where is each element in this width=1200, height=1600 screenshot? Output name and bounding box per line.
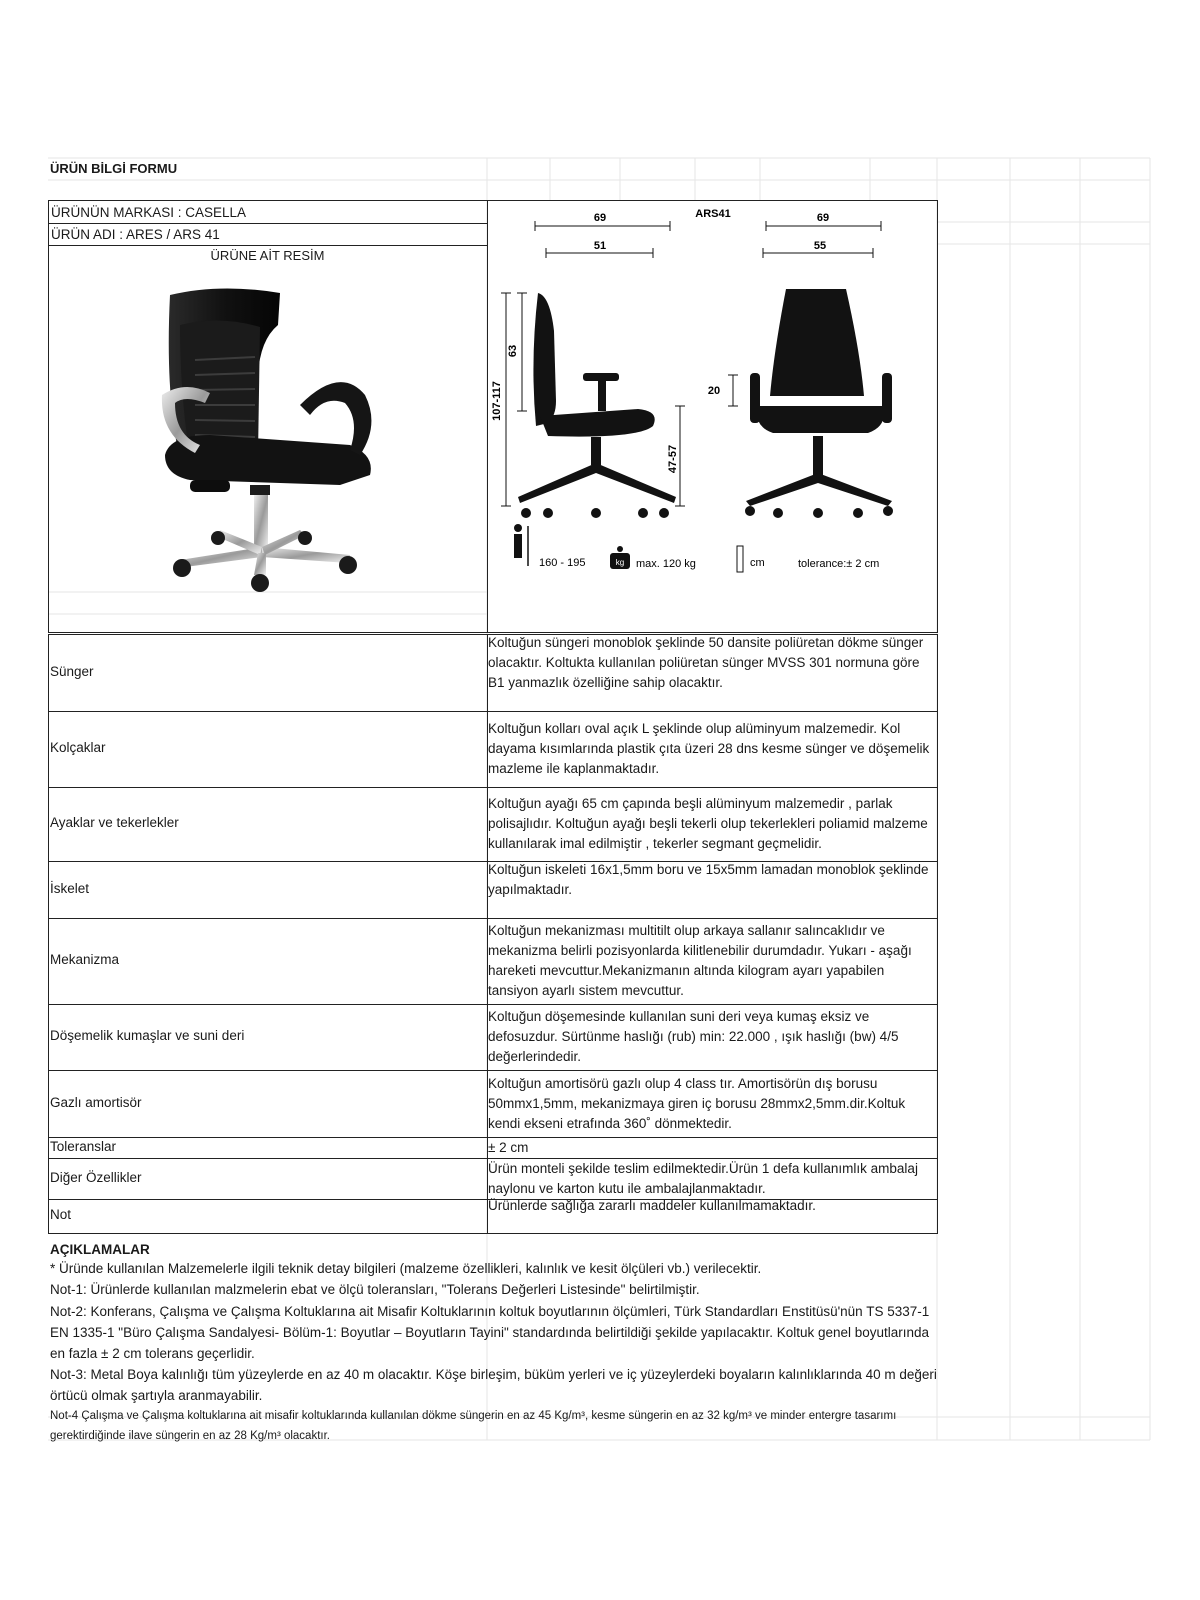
spec-label: Toleranslar bbox=[50, 1138, 117, 1154]
note-1: Not-1: Ürünlerde kullanılan malzmelerin ebat ve ölçü toleransları, "Tolerans Değerleri Listesinde" belirtilmiştir. bbox=[50, 1282, 700, 1297]
spec-label: Ayaklar ve tekerlekler bbox=[50, 815, 179, 830]
back-height: 63 bbox=[507, 344, 519, 358]
note-4: Not-4 Çalışma ve Çalışma koltuklarına ait misafir koltuklarında kullanılan dökme süngerin en az 45 Kg/m³, kesme süngerin en az 32 kg/m³ ve minder entergre tasarımı gerektirdiğinde ilave süngerin en az 28 Kg/m³ olacaktır. bbox=[50, 1410, 897, 1442]
image-caption: ÜRÜNE AİT RESİM bbox=[210, 248, 325, 263]
model-code: ARS41 bbox=[695, 208, 731, 220]
front-top-width: 69 bbox=[816, 212, 830, 224]
seat-height: 47-57 bbox=[667, 444, 679, 474]
spec-label: Mekanizma bbox=[50, 952, 120, 967]
spec-label: Kolçaklar bbox=[50, 740, 106, 755]
side-seat-width: 51 bbox=[593, 240, 607, 252]
name-row-divider bbox=[48, 245, 487, 246]
arm-height: 20 bbox=[707, 385, 721, 397]
ruler-icon bbox=[737, 546, 743, 572]
spec-label: Döşemelik kumaşlar ve suni deri bbox=[50, 1028, 245, 1043]
spec-description: Koltuğun mekanizması multitilt olup arkaya sallanır salıncaklıdır ve mekanizma belirli pozisyonlarda kilitlenebilir durumdadır. Yukarı - aşağı hareketi mevcuttur.Mekanizmanın altında kilogram ayarı yapabilen tansiyon ayarlı sistem mevcuttur. bbox=[488, 923, 912, 998]
spec-description: Koltuğun kolları oval açık L şeklinde olup alüminyum malzemedir. Kol dayama kısımlarında plastik çıta üzeri 28 dns kesme sünger ve döşemelik mazleme ile kaplanmaktadır. bbox=[488, 721, 930, 776]
spec-description: Koltuğun süngeri monoblok şeklinde 50 dansite poliüretan dökme sünger olacaktır. Koltukta kullanılan poliüretan sünger MVSS 301 normuna göre B1 yanmazlık özelliğine sahip olacaktır. bbox=[488, 634, 924, 690]
note-general: * Üründe kullanılan Malzemelerle ilgili teknik detay bilgileri (malzeme özellikleri, kalınlık ve kesit ölçüleri vb.) verilecektir. bbox=[50, 1261, 762, 1276]
spec-description: ± 2 cm bbox=[488, 1139, 529, 1155]
brand-line: ÜRÜNÜN MARKASI : CASELLA bbox=[51, 205, 247, 220]
spec-description: Koltuğun amortisörü gazlı olup 4 class tır. Amortisörün dış borusu 50mmx1,5mm, mekanizmaya giren iç borusu 28mmx2,5mm.dir.Koltuk kendi ekseni etrafında 360˚ dönmektedir. bbox=[488, 1075, 906, 1131]
spec-label: İskelet bbox=[50, 880, 90, 896]
note-3: Not-3: Metal Boya kalınlığı tüm yüzeylerde en az 40 m olacaktır. Köşe birleşim, büküm yerleri ve iç yüzeylerdeki boyaların kalınlıklarında 40 m değeri örtücü olmak şartıyla aranmayabilir. bbox=[50, 1367, 937, 1403]
dimension-drawing bbox=[488, 201, 937, 601]
person-icon bbox=[514, 524, 522, 532]
tolerance-label: tolerance:± 2 cm bbox=[798, 558, 880, 570]
max-weight: max. 120 kg bbox=[636, 558, 696, 570]
front-seat-width: 55 bbox=[813, 240, 827, 252]
spec-description: Koltuğun döşemesinde kullanılan suni deri veya kumaş eksiz ve defosuzdur. Sürtünme haslığı (rub) min: 22.000 , ışık haslığı (bw) 4/5 değerlerindedir. bbox=[488, 1009, 899, 1064]
spec-description: Ürünlerde sağlığa zararlı maddeler kullanılmamaktadır. bbox=[488, 1198, 816, 1213]
kg-badge: kg bbox=[615, 558, 625, 567]
total-height: 107-117 bbox=[491, 381, 503, 421]
note-2: Not-2: Konferans, Çalışma ve Çalışma Koltuklarına ait Misafir Koltuklarının koltuk boyutlarının ölçümleri, Türk Standardları Enstitüsü'nün TS 5337-1 EN 1335-1 "Büro Çalışma Sandalyesi- Bölüm-1: Boyutlar – Boyutların Tayini" standardında belirtildiği şekilde yapılacaktır. Koltuk genel boyutlarında en fazla ± 2 cm tolerans geçerlidir. bbox=[50, 1304, 930, 1361]
spec-description: Koltuğun ayağı 65 cm çapında beşli alüminyum malzemedir , parlak polisajlıdır. Koltuğun ayağı beşli tekerli olup tekerlekleri poliamid malzeme kullanılarak imal edilmiştir , tekerler segmant geçmelidir. bbox=[488, 796, 928, 851]
product-name-line: ÜRÜN ADI : ARES / ARS 41 bbox=[51, 227, 220, 242]
spec-label: Not bbox=[50, 1207, 72, 1222]
chair-photo bbox=[150, 285, 390, 605]
brand-row-divider bbox=[48, 223, 487, 224]
spec-description: Ürün monteli şekilde teslim edilmektedir.Ürün 1 defa kullanımlık ambalaj naylonu ve karton kutu ile ambalajlanmaktadır. bbox=[488, 1160, 918, 1196]
spec-label: Sünger bbox=[50, 663, 94, 679]
side-top-width: 69 bbox=[593, 212, 607, 224]
spec-description: Koltuğun iskeleti 16x1,5mm boru ve 15x5mm lamadan monoblok şeklinde yapılmaktadır. bbox=[488, 861, 929, 897]
form-title: ÜRÜN BİLGİ FORMU bbox=[50, 161, 178, 176]
spec-label: Gazlı amortisör bbox=[50, 1094, 142, 1110]
user-height-range: 160 - 195 bbox=[539, 557, 586, 569]
spec-label: Diğer Özellikler bbox=[50, 1169, 142, 1185]
unit-label: cm bbox=[750, 557, 765, 569]
notes-heading: AÇIKLAMALAR bbox=[50, 1242, 150, 1257]
